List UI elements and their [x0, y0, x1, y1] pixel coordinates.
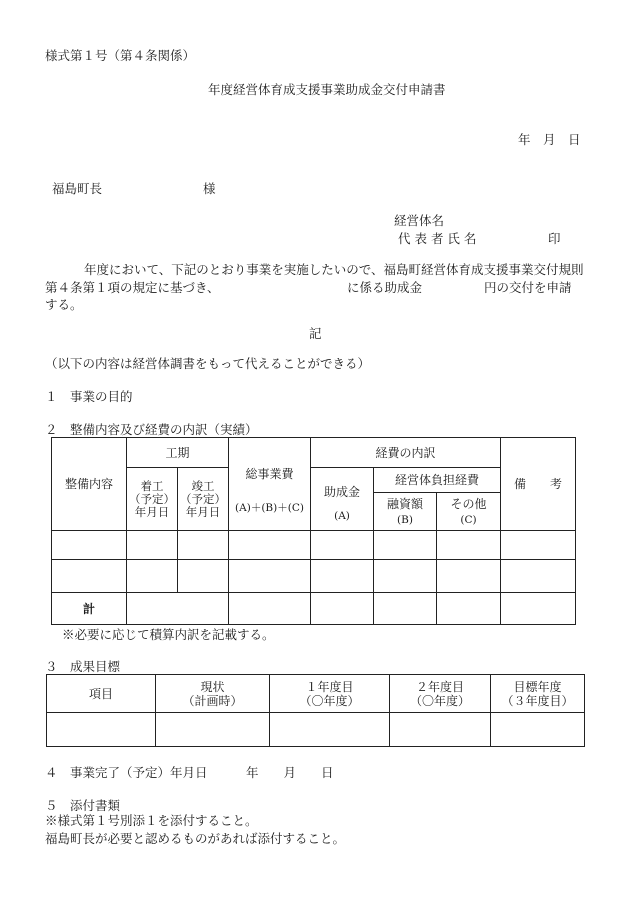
header-item: 項目 — [47, 675, 156, 713]
header-total-formula: (A)＋(B)＋(C) — [235, 502, 304, 514]
table-row — [52, 531, 576, 560]
header-other — [437, 493, 501, 531]
header-loan — [374, 493, 437, 531]
header-year2-line-2: （〇年度） — [409, 693, 470, 708]
cell-other-2[interactable] — [437, 560, 501, 593]
header-breakdown: 経費の内訳 — [311, 438, 501, 468]
table-row — [52, 560, 576, 593]
addressee: 福島町長 — [52, 181, 103, 196]
ki-heading: 記 — [309, 326, 322, 341]
section-1-heading: １ 事業の目的 — [45, 389, 133, 404]
cell-target[interactable] — [491, 713, 585, 747]
cell-content-2[interactable] — [52, 560, 127, 593]
header-loan-code: (B) — [397, 513, 413, 526]
header-other-label: その他 — [450, 496, 487, 511]
cell-content-1[interactable] — [52, 531, 127, 560]
cell-start-2[interactable] — [127, 560, 178, 593]
header-other-code: (C) — [460, 513, 477, 526]
header-subsidy-code: (A) — [334, 510, 350, 522]
cell-other-1[interactable] — [437, 531, 501, 560]
cell-loan-2[interactable] — [374, 560, 437, 593]
header-current-line-1: 現状 — [200, 679, 225, 694]
cell-subsidy-2[interactable] — [311, 560, 374, 593]
header-current — [156, 675, 270, 713]
form-number: 様式第１号（第４条関係） — [45, 48, 196, 63]
target-table — [46, 674, 585, 747]
paragraph-line-3: する。 — [45, 297, 83, 312]
header-target — [491, 675, 585, 713]
date-line: 年 月 日 — [518, 132, 581, 147]
attachment-1: ※様式第１号別添１を添付すること。 — [45, 813, 258, 828]
section-4-heading: ４ 事業完了（予定）年月日 — [45, 765, 208, 780]
seal-mark: 印 — [548, 231, 561, 246]
header-year2 — [390, 675, 491, 713]
cell-end-2[interactable] — [178, 560, 229, 593]
section-2-heading: ２ 整備内容及び経費の内訳（実績） — [45, 422, 258, 437]
honorific: 様 — [203, 181, 216, 196]
section-3-heading: ３ 成果目標 — [45, 659, 121, 674]
paragraph-line-1: 年度において、下記のとおり事業を実施したいので、福島町経営体育成支援事業交付規則 — [84, 262, 584, 277]
paragraph-line-2b: に係る助成金 — [347, 280, 423, 295]
cell-subsidy-total[interactable] — [311, 593, 374, 625]
attachment-2: 福島町長が必要と認めるものがあれば添付すること。 — [45, 831, 346, 846]
header-end-line-3: 年月日 — [185, 504, 221, 519]
header-year1-line-2: （〇年度） — [299, 693, 360, 708]
cell-loan-total[interactable] — [374, 593, 437, 625]
header-start — [127, 468, 178, 531]
cell-start-1[interactable] — [127, 531, 178, 560]
header-start-line-2: （予定） — [129, 491, 175, 506]
header-burden: 経営体負担経費 — [374, 468, 501, 493]
paragraph-line-2c: 円の交付を申請 — [484, 280, 572, 295]
document-title: 年度経営体育成支援事業助成金交付申請書 — [208, 82, 446, 97]
cell-subsidy-1[interactable] — [311, 531, 374, 560]
cell-total-1[interactable] — [229, 531, 311, 560]
header-total-label: 総事業費 — [245, 467, 294, 481]
header-loan-label: 融資額 — [387, 496, 424, 511]
header-year2-line-1: ２年度目 — [415, 679, 464, 694]
cell-current[interactable] — [156, 713, 270, 747]
header-period: 工期 — [127, 438, 229, 468]
note-substitute: （以下の内容は経営体調書をもって代えることができる） — [45, 356, 371, 371]
applicant-org-label: 経営体名 — [394, 213, 445, 228]
cell-other-total[interactable] — [437, 593, 501, 625]
header-end-line-1: 竣工 — [191, 478, 215, 493]
header-total — [229, 438, 311, 531]
cell-year1[interactable] — [270, 713, 390, 747]
cell-total-total[interactable] — [229, 593, 311, 625]
header-start-line-3: 年月日 — [134, 504, 170, 519]
header-end — [178, 468, 229, 531]
cell-loan-1[interactable] — [374, 531, 437, 560]
total-row — [52, 593, 576, 625]
header-year1-line-1: １年度目 — [305, 679, 354, 694]
header-year1 — [270, 675, 390, 713]
header-current-line-2: （計画時） — [182, 693, 243, 708]
header-target-line-1: 目標年度 — [513, 679, 562, 694]
header-subsidy — [311, 468, 374, 531]
section-5-heading: ５ 添付書類 — [45, 798, 121, 813]
expense-table — [51, 437, 576, 625]
total-label: 計 — [52, 593, 127, 625]
cell-item[interactable] — [47, 713, 156, 747]
header-remarks: 備 考 — [501, 438, 576, 531]
header-target-line-2: （３年度目） — [501, 693, 574, 708]
cell-remarks-2[interactable] — [501, 560, 576, 593]
cell-period-total[interactable] — [127, 593, 229, 625]
completion-date: 年 月 日 — [246, 765, 334, 780]
cell-year2[interactable] — [390, 713, 491, 747]
cell-remarks-total[interactable] — [501, 593, 576, 625]
representative-label: 代 表 者 氏 名 — [398, 231, 477, 246]
cell-total-2[interactable] — [229, 560, 311, 593]
note-estimate: ※必要に応じて積算内訳を記載する。 — [62, 627, 275, 642]
table-row — [47, 713, 585, 747]
cell-remarks-1[interactable] — [501, 531, 576, 560]
header-start-line-1: 着工 — [140, 478, 164, 493]
header-subsidy-label: 助成金 — [324, 485, 361, 499]
header-end-line-2: （予定） — [180, 491, 226, 506]
cell-end-1[interactable] — [178, 531, 229, 560]
paragraph-line-2a: 第４条第１項の規定に基づき、 — [45, 280, 220, 295]
header-content: 整備内容 — [52, 438, 127, 531]
